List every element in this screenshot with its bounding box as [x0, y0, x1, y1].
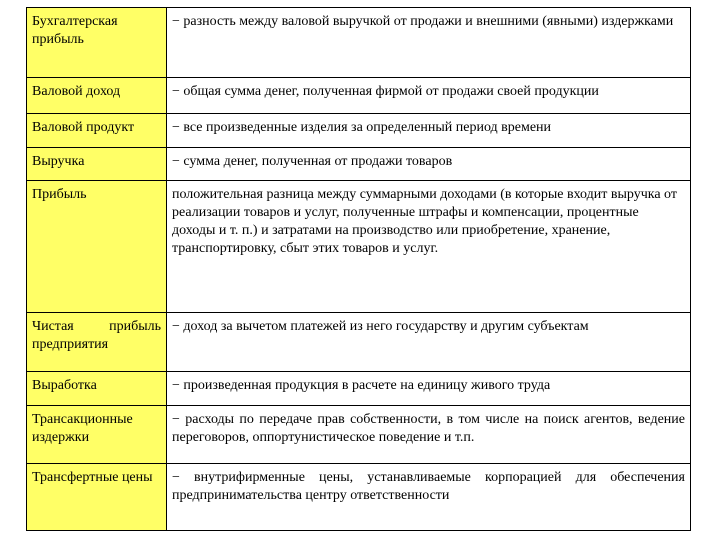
table-row: [27, 114, 691, 148]
definition-cell: положительная разница между суммарными доходами (в которые входит выручка от реализации товаров и услуг, полученные штрафы и компенсации, процентные доходы и т. п.) и затратами на производство или приобретение, хранение, транспортировку, сбыт этих товаров и услуг.: [167, 181, 691, 313]
table-row: [27, 181, 691, 313]
glossary-table: [26, 7, 691, 531]
definition-cell: − разность между валовой выручкой от продажи и внешними (явными) издержками: [167, 8, 691, 78]
term-cell: Трансфертные цены: [27, 464, 167, 531]
term-cell: Валовой доход: [27, 78, 167, 114]
table-row: [27, 8, 691, 78]
definition-cell: − внутрифирменные цены, устанавливаемые корпорацией для обеспечения предпринимательства центру ответственности: [167, 464, 691, 531]
term-cell: Трансакционные издержки: [27, 406, 167, 464]
definition-cell: − доход за вычетом платежей из него государству и другим субъектам: [167, 313, 691, 372]
term-cell: Бухгалтерская прибыль: [27, 8, 167, 78]
table-row: [27, 372, 691, 406]
table-row: [27, 464, 691, 531]
table-row: [27, 78, 691, 114]
table-row: [27, 406, 691, 464]
definition-cell: − все произведенные изделия за определенный период времени: [167, 114, 691, 148]
term-cell: Прибыль: [27, 181, 167, 313]
term-cell: Валовой продукт: [27, 114, 167, 148]
definition-cell: − сумма денег, полученная от продажи товаров: [167, 148, 691, 181]
definition-cell: − общая сумма денег, полученная фирмой от продажи своей продукции: [167, 78, 691, 114]
definition-cell: − расходы по передаче прав собственности, в том числе на поиск агентов, ведение переговоров, оппортунистическое поведение и т.п.: [167, 406, 691, 464]
definition-cell: − произведенная продукция в расчете на единицу живого труда: [167, 372, 691, 406]
table-row: [27, 313, 691, 372]
term-cell: Выработка: [27, 372, 167, 406]
table-row: [27, 148, 691, 181]
term-cell: Чистая прибыль предприятия: [27, 313, 167, 372]
term-cell: Выручка: [27, 148, 167, 181]
